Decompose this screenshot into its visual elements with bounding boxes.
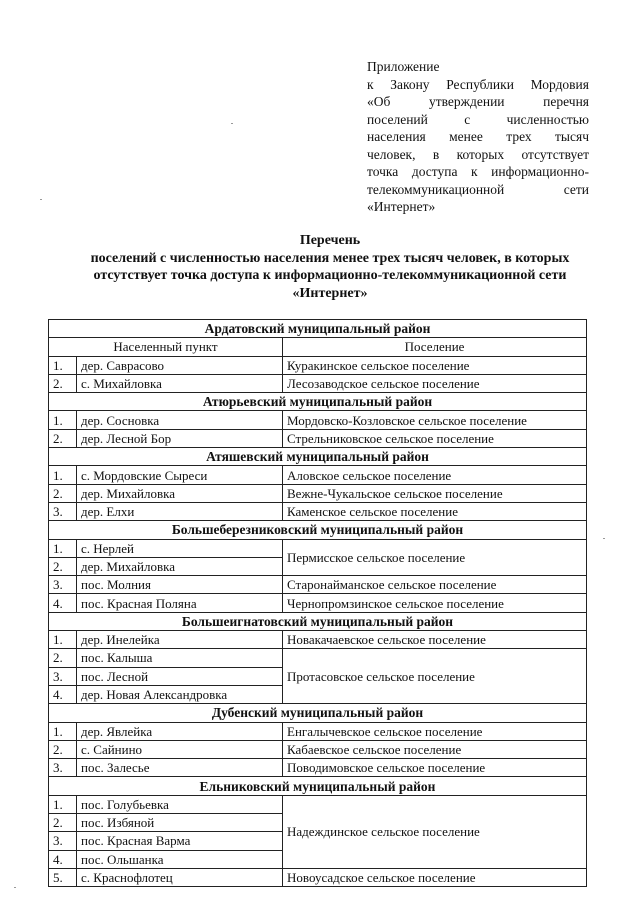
district-name: Большеберезниковский муниципальный район: [49, 521, 587, 539]
district-row: [49, 777, 587, 795]
district-name: Атяшевский муниципальный район: [49, 448, 587, 466]
district-name: Большеигнатовский муниципальный район: [49, 612, 587, 630]
column-header-row: [49, 338, 587, 356]
row-number: 4.: [49, 850, 77, 868]
row-number: 5.: [49, 868, 77, 886]
table-row: [49, 649, 587, 667]
table-row: [49, 429, 587, 447]
table-row: [49, 484, 587, 502]
settlement-name: дер. Елхи: [77, 502, 283, 520]
district-row: [49, 612, 587, 630]
municipality-name: Протасовское сельское поселение: [283, 649, 587, 704]
settlement-name: пос. Калыша: [77, 649, 283, 667]
row-number: 1.: [49, 795, 77, 813]
district-name: Ардатовский муниципальный район: [49, 320, 587, 338]
settlement-name: дер. Новая Александровка: [77, 685, 283, 703]
table-row: [49, 502, 587, 520]
row-number: 1.: [49, 411, 77, 429]
district-name: Атюрьевский муниципальный район: [49, 393, 587, 411]
row-number: 1.: [49, 466, 77, 484]
annex-line: поселений с численностью: [367, 111, 589, 127]
district-row: [49, 704, 587, 722]
row-number: 2.: [49, 814, 77, 832]
row-number: 3.: [49, 832, 77, 850]
municipality-name: Вежне-Чукальское сельское поселение: [283, 484, 587, 502]
table-row: [49, 356, 587, 374]
table-row: [49, 722, 587, 740]
settlement-name: дер. Явлейка: [77, 722, 283, 740]
district-row: [49, 393, 587, 411]
settlement-name: с. Мордовские Сыреси: [77, 466, 283, 484]
title-line: поселений с численностью населения менее трех тысяч человек, в которых: [90, 250, 570, 266]
row-number: 1.: [49, 539, 77, 557]
municipality-name: Мордовско-Козловское сельское поселение: [283, 411, 587, 429]
row-number: 2.: [49, 557, 77, 575]
row-number: 4.: [49, 594, 77, 612]
municipality-name: Енгалычевское сельское поселение: [283, 722, 587, 740]
municipality-name: Надеждинское сельское поселение: [283, 795, 587, 868]
municipality-name: Пермисское сельское поселение: [283, 539, 587, 576]
settlement-name: дер. Михайловка: [77, 484, 283, 502]
annex-note: [367, 58, 589, 216]
annex-line: населения менее трех тысяч: [367, 129, 589, 144]
settlement-name: пос. Молния: [77, 576, 283, 594]
settlement-name: с. Краснофлотец: [77, 868, 283, 886]
row-number: 4.: [49, 685, 77, 703]
scan-speck: [40, 199, 42, 200]
settlement-name: дер. Инелейка: [77, 631, 283, 649]
title-heading: Перечень: [299, 233, 361, 248]
row-number: 1.: [49, 356, 77, 374]
table-row: [49, 374, 587, 392]
settlements-table: [48, 319, 587, 887]
table-row: [49, 740, 587, 758]
municipality-name: Новоусадское сельское поселение: [283, 868, 587, 886]
settlement-name: с. Нерлей: [77, 539, 283, 557]
settlement-name: пос. Залесье: [77, 759, 283, 777]
municipality-name: Кабаевское сельское поселение: [283, 740, 587, 758]
annex-line: Приложение: [367, 59, 440, 74]
row-number: 3.: [49, 502, 77, 520]
annex-line: человек, в которых отсутствует: [367, 146, 589, 162]
municipality-name: Новакачаевское сельское поселение: [283, 631, 587, 649]
annex-line: точка доступа к информационно-: [367, 164, 589, 179]
table-row: [49, 795, 587, 813]
title-line: «Интернет»: [292, 285, 368, 301]
table-row: [49, 594, 587, 612]
row-number: 3.: [49, 667, 77, 685]
district-row: [49, 320, 587, 338]
district-name: Ельниковский муниципальный район: [49, 777, 587, 795]
settlement-name: с. Сайнино: [77, 740, 283, 758]
municipality-name: Куракинское сельское поселение: [283, 356, 587, 374]
column-header-municipality: Поселение: [283, 338, 587, 356]
annex-line: к Закону Республики Мордовия: [367, 76, 589, 92]
table-row: [49, 576, 587, 594]
settlement-name: пос. Ольшанка: [77, 850, 283, 868]
settlement-name: пос. Лесной: [77, 667, 283, 685]
settlement-name: с. Михайловка: [77, 374, 283, 392]
municipality-name: Стрельниковское сельское поселение: [283, 429, 587, 447]
row-number: 1.: [49, 722, 77, 740]
table-row: [49, 466, 587, 484]
settlement-name: пос. Голубьевка: [77, 795, 283, 813]
annex-line: «Интернет»: [367, 199, 436, 214]
row-number: 2.: [49, 374, 77, 392]
settlements-table-body: [49, 320, 587, 887]
municipality-name: Поводимовское сельское поселение: [283, 759, 587, 777]
column-header-settlement: Населенный пункт: [49, 338, 283, 356]
municipality-name: Старонайманское сельское поселение: [283, 576, 587, 594]
document-title: [52, 232, 608, 302]
row-number: 2.: [49, 429, 77, 447]
row-number: 3.: [49, 759, 77, 777]
row-number: 2.: [49, 649, 77, 667]
row-number: 3.: [49, 576, 77, 594]
scan-speck: [14, 887, 16, 888]
table-row: [49, 539, 587, 557]
settlement-name: дер. Лесной Бор: [77, 429, 283, 447]
table-row: [49, 759, 587, 777]
row-number: 2.: [49, 484, 77, 502]
district-name: Дубенский муниципальный район: [49, 704, 587, 722]
table-row: [49, 631, 587, 649]
row-number: 2.: [49, 740, 77, 758]
settlement-name: пос. Красная Варма: [77, 832, 283, 850]
district-row: [49, 448, 587, 466]
annex-line: телекоммуникационной сети: [367, 181, 589, 197]
scan-speck: [603, 538, 605, 539]
title-line: отсутствует точка доступа к информационно-телекоммуникационной сети: [93, 268, 567, 283]
municipality-name: Чернопромзинское сельское поселение: [283, 594, 587, 612]
district-row: [49, 521, 587, 539]
municipality-name: Аловское сельское поселение: [283, 466, 587, 484]
settlement-name: пос. Избяной: [77, 814, 283, 832]
scan-speck: [231, 123, 233, 124]
municipality-name: Лесозаводское сельское поселение: [283, 374, 587, 392]
table-row: [49, 411, 587, 429]
row-number: 1.: [49, 631, 77, 649]
settlement-name: пос. Красная Поляна: [77, 594, 283, 612]
settlement-name: дер. Михайловка: [77, 557, 283, 575]
municipality-name: Каменское сельское поселение: [283, 502, 587, 520]
settlement-name: дер. Сосновка: [77, 411, 283, 429]
settlement-name: дер. Саврасово: [77, 356, 283, 374]
annex-line: «Об утверждении перечня: [367, 94, 589, 109]
table-row: [49, 868, 587, 886]
